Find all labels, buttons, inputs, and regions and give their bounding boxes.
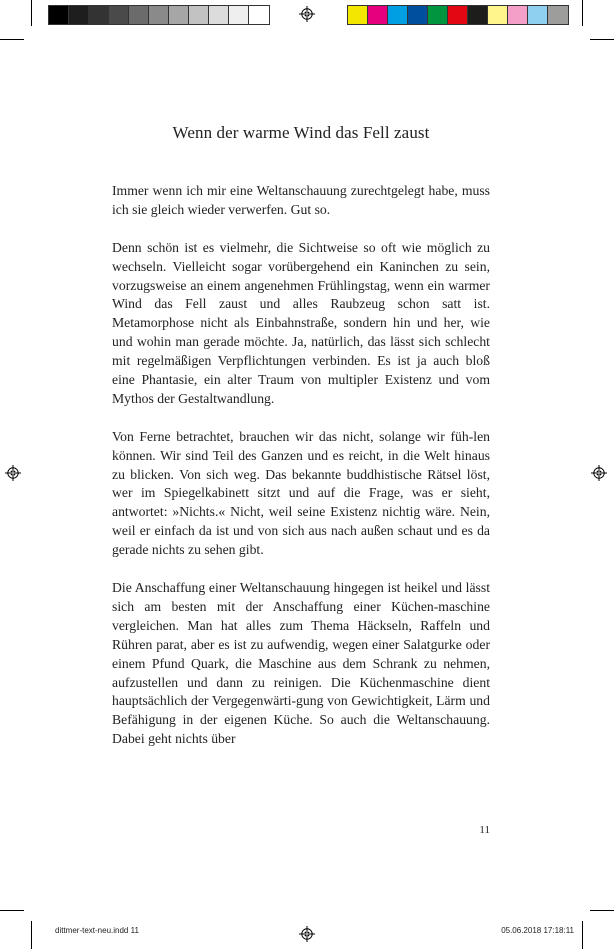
color-swatch	[209, 6, 229, 24]
paragraph: Denn schön ist es vielmehr, die Sichtweise so oft wie möglich zu wechseln. Vielleicht sogar vorübergehend ein Kaninchen zu sein, vorzugsweise an einem angenehmen Frühlingstag, wenn ein warmer Wind das Fell zaust und alles Raubzeug schon satt ist. Metamorphose nicht als Einbahnstraße, sondern hin und her, wie und wohin man gerade möchte. Ja, natürlich, das lässt sich schlecht mit regelmäßigen Verpflichtungen verbinden. Es ist ja auch bloß eine Phantasie, ein alter Traum von multipler Existenz und vom Mythos der Gestaltwandlung.	[112, 239, 490, 406]
color-swatch	[448, 6, 468, 24]
crop-mark	[31, 921, 32, 949]
color-swatch	[488, 6, 508, 24]
crop-mark	[590, 910, 614, 911]
color-swatch	[548, 6, 568, 24]
color-swatch	[388, 6, 408, 24]
crop-mark	[31, 0, 32, 26]
color-swatch	[428, 6, 448, 24]
registration-mark-right	[591, 465, 607, 481]
color-swatch	[508, 6, 528, 24]
page-number: 11	[479, 824, 490, 836]
grayscale-color-bar	[48, 5, 270, 25]
paragraph: Die Anschaffung einer Weltanschauung hingegen ist heikel und lässt sich am besten mit der Anschaffung einer Küchen-maschine vergleichen. Man hat alles zum Thema Häckseln, Raffeln und Rühren parat, aber es ist zu aufwendig, wegen einer Salatgurke oder einem Pfund Quark, die Maschine aus dem Schrank zu nehmen, aufzustellen und dann zu reinigen. Die Küchenmaschine dient hauptsächlich der Vergegenwärti-gung von Gewichtigkeit, Lärm und Befähigung in der eigenen Küche. So auch die Weltanschauung. Dabei geht nichts über	[112, 579, 490, 747]
color-swatch	[49, 6, 69, 24]
color-swatch	[229, 6, 249, 24]
color-swatch	[129, 6, 149, 24]
color-swatch	[169, 6, 189, 24]
color-swatch	[109, 6, 129, 24]
slug-timestamp: 05.06.2018 17:18:11	[501, 926, 574, 935]
color-swatch	[189, 6, 209, 24]
body-text	[112, 182, 490, 768]
color-swatch	[468, 6, 488, 24]
paragraph: Von Ferne betrachtet, brauchen wir das nicht, solange wir füh-len können. Wir sind Teil des Ganzen und es reicht, in die Welt hinaus zu blicken. Von sich weg. Das bekannte buddhistische Rätsel löst, wer im Spiegelkabinett sitzt und auf die Frage, was er sieht, antwortet: »Nichts.« Nicht, weil seine Existenz nichtig wäre. Nein, weil er einfach da ist und von sich aus nach außen schaut und es da gerade nichts zu sehen gibt.	[112, 428, 490, 558]
color-swatch	[528, 6, 548, 24]
paragraph: Immer wenn ich mir eine Weltanschauung zurechtgelegt habe, muss ich sie gleich wieder verwerfen. Gut so.	[112, 183, 490, 217]
registration-mark-bottom	[299, 926, 315, 942]
crop-mark	[590, 39, 614, 40]
process-color-bar	[347, 5, 569, 25]
registration-mark-left	[5, 465, 21, 481]
crop-mark	[582, 0, 583, 26]
crop-mark	[582, 921, 583, 949]
color-swatch	[149, 6, 169, 24]
slug-filename: dittmer-text-neu.indd 11	[55, 926, 139, 935]
color-swatch	[69, 6, 89, 24]
registration-mark-top	[299, 6, 315, 22]
chapter-title: Wenn der warme Wind das Fell zaust	[172, 123, 430, 142]
crop-mark	[0, 39, 24, 40]
color-swatch	[249, 6, 269, 24]
color-swatch	[89, 6, 109, 24]
crop-mark	[0, 910, 24, 911]
color-swatch	[408, 6, 428, 24]
color-swatch	[368, 6, 388, 24]
color-swatch	[348, 6, 368, 24]
